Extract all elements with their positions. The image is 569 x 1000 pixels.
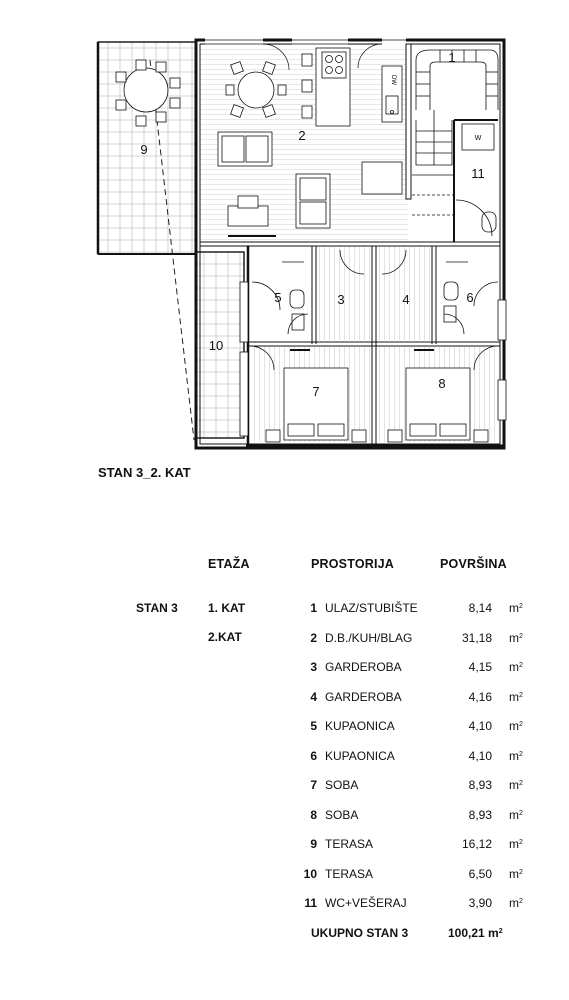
unit-superscript: 2 xyxy=(519,809,523,817)
bathroom-fixtures xyxy=(252,250,498,334)
floor-plan xyxy=(0,0,569,460)
row-number: 11 xyxy=(304,896,317,910)
row-area: 6,50 xyxy=(468,866,492,881)
row-room-name: SOBA xyxy=(325,807,359,822)
room-label-4: 4 xyxy=(402,292,410,307)
row-unit: $m^2$ xyxy=(509,748,523,763)
row-area: 8,93 xyxy=(468,778,492,792)
row-room-name: D.B./KUH/BLAG xyxy=(325,630,413,645)
unit-superscript: 2 xyxy=(519,780,523,787)
row-area: 4,10 xyxy=(468,719,492,733)
room-label-6: 6 xyxy=(466,290,474,305)
unit-superscript: 2 xyxy=(519,632,523,640)
header-area: POVRŠINA xyxy=(440,557,507,571)
header-floor: ETAŽA xyxy=(208,557,250,571)
washer-label: W xyxy=(474,135,482,142)
room-label-1: 1 xyxy=(448,50,456,65)
room-label-8: 8 xyxy=(438,376,446,391)
row-room-name: GARDEROBA xyxy=(325,689,402,704)
row-number: 4 xyxy=(310,689,317,704)
row-room-name: WC+VEŠERAJ xyxy=(325,896,407,910)
room-label-3: 3 xyxy=(337,292,345,307)
row-area: 4,10 xyxy=(468,748,492,763)
row-area: 4,15 xyxy=(468,660,492,674)
unit-superscript: 2 xyxy=(519,662,523,669)
total-area-group xyxy=(448,926,503,940)
row-unit: $m^2$ xyxy=(509,630,523,645)
row-unit: $m^2$ xyxy=(509,719,523,733)
row-area: 8,14 xyxy=(468,601,492,615)
row-number: 6 xyxy=(310,748,317,763)
room-label-11: 11 xyxy=(471,166,485,181)
row-unit: $m^2$ xyxy=(509,807,523,822)
total-area: 100,21 xyxy=(448,925,485,940)
plan-title: STAN 3_2. KAT xyxy=(98,465,191,480)
total-unit: m xyxy=(488,925,499,940)
total-label: UKUPNO STAN 3 xyxy=(311,925,409,940)
floor-1: 1. KAT xyxy=(208,601,246,615)
row-number: 8 xyxy=(310,807,317,822)
row-room-name: SOBA xyxy=(325,778,359,792)
room-label-9: 9 xyxy=(140,142,148,157)
row-unit: $m^2$ xyxy=(509,837,523,851)
row-room-name: GARDEROBA xyxy=(325,660,402,674)
unit-superscript: 2 xyxy=(519,721,523,728)
row-unit: $m^2$ xyxy=(509,778,523,792)
row-number: 5 xyxy=(310,719,317,733)
row-area: 31,18 xyxy=(461,630,492,645)
row-unit: $m^2$ xyxy=(509,660,523,674)
room-label-2: 2 xyxy=(298,128,306,143)
unit-superscript: 2 xyxy=(519,898,523,905)
row-room-name: KUPAONICA xyxy=(325,748,395,763)
row-room-name: ULAZ/STUBIŠTE xyxy=(325,601,418,615)
row-room-name: TERASA xyxy=(325,837,374,851)
header-room: PROSTORIJA xyxy=(311,557,395,571)
room-label-10: 10 xyxy=(208,338,224,353)
unit-superscript: 2 xyxy=(519,839,523,846)
row-unit: $m^2$ xyxy=(509,866,523,881)
row-area: 16,12 xyxy=(461,837,492,851)
row-room-name: TERASA xyxy=(325,866,374,881)
row-number: 9 xyxy=(310,837,317,851)
unit-superscript: 2 xyxy=(519,868,523,876)
row-number: 10 xyxy=(303,866,317,881)
row-unit: $m^2$ xyxy=(509,689,523,704)
total-unit-superscript: 2 xyxy=(498,927,503,935)
row-unit: $m^2$ xyxy=(509,601,523,615)
unit-superscript: 2 xyxy=(519,603,523,610)
row-unit: $m^2$ xyxy=(509,896,523,910)
room-label-7: 7 xyxy=(312,384,320,399)
row-number: 1 xyxy=(310,601,317,615)
dishwasher-label: DW xyxy=(390,75,396,85)
row-area: 4,16 xyxy=(468,689,492,704)
unit-superscript: 2 xyxy=(519,750,523,758)
row-number: 7 xyxy=(310,778,317,792)
floor-2: 2.KAT xyxy=(208,630,242,644)
row-area: 8,93 xyxy=(468,807,492,822)
unit-name: STAN 3 xyxy=(136,601,178,615)
row-room-name: KUPAONICA xyxy=(325,719,395,733)
row-number: 2 xyxy=(310,630,317,645)
row-area: 3,90 xyxy=(468,896,492,910)
room-label-5: 5 xyxy=(274,290,282,305)
unit-superscript: 2 xyxy=(519,691,523,699)
row-number: 3 xyxy=(310,660,317,674)
